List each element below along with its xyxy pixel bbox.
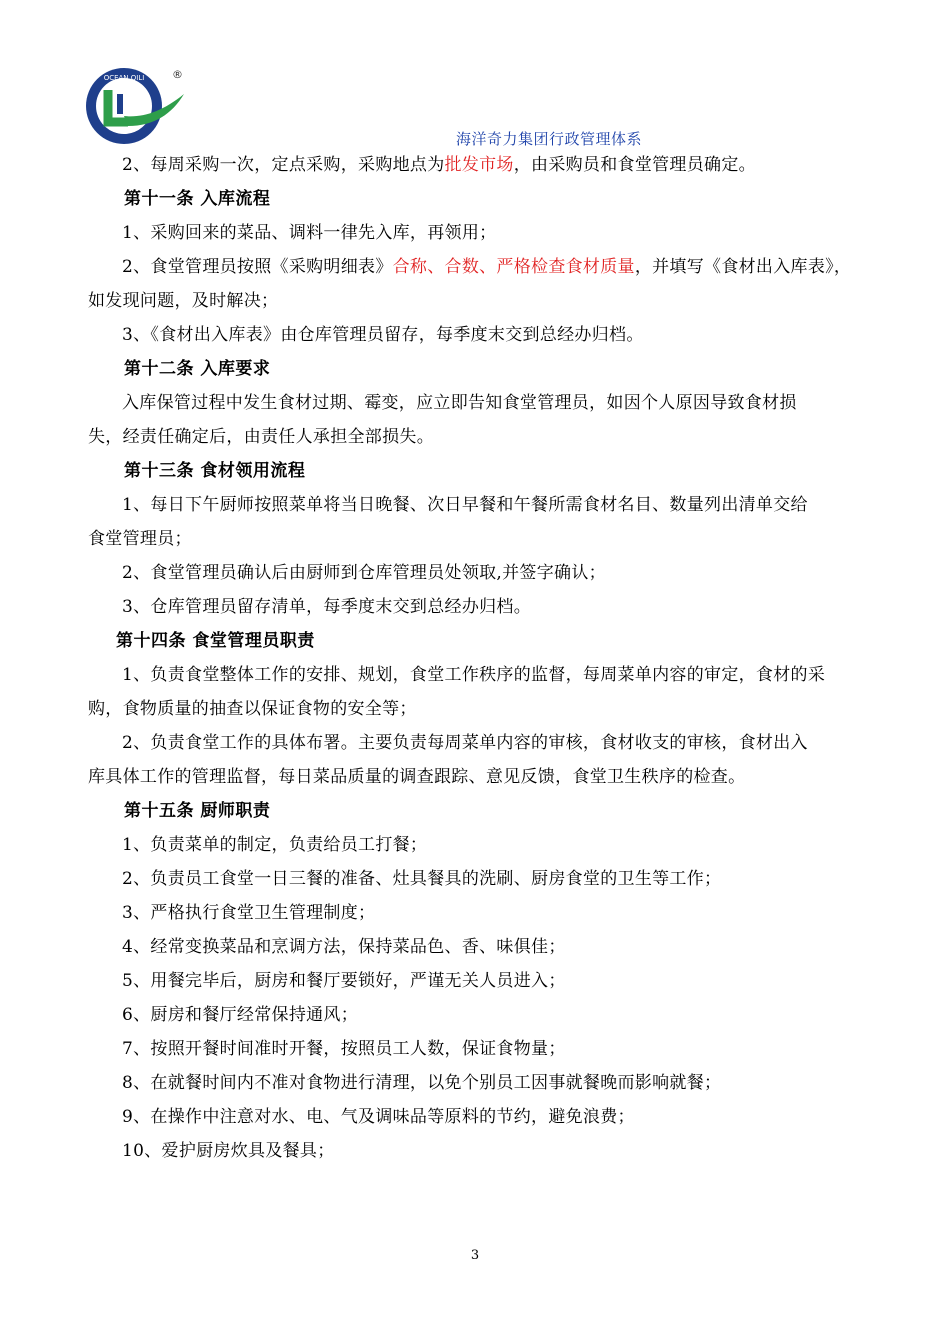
highlight-text: 合称、合数、严格检查食材质量 [392,257,635,277]
paragraph: 3、《食材出入库表》由仓库管理员留存，每季度末交到总经办归档。 [122,325,644,345]
paragraph-continuation: 库具体工作的管理监督，每日菜品质量的调查跟踪、意见反馈，食堂卫生秩序的检查。 [88,767,746,787]
paragraph: 2、食堂管理员按照《采购明细表》合称、合数、严格检查食材质量，并填写《食材出入库表》， [122,257,852,277]
page-number: 3 [470,1248,480,1263]
list-item: 4、经常变换菜品和烹调方法，保持菜品色、香、味俱佳； [122,937,566,957]
svg-text:OCEAN QILI: OCEAN QILI [103,74,145,82]
paragraph: 2、每周采购一次，定点采购，采购地点为批发市场，由采购员和食堂管理员确定。 [122,155,756,175]
list-item: 5、用餐完毕后，厨房和餐厅要锁好，严谨无关人员进入； [122,971,566,991]
list-item: 10、爱护厨房炊具及餐具； [122,1141,335,1161]
section-heading: 第十三条 食材领用流程 [124,461,306,481]
section-heading: 第十四条 食堂管理员职责 [116,631,315,651]
header-title: 海洋奇力集团行政管理体系 [456,130,643,148]
section-heading: 第十五条 厨师职责 [124,801,271,821]
svg-text:®: ® [172,68,183,81]
paragraph: 1、负责食堂整体工作的安排、规划，食堂工作秩序的监督，每周菜单内容的审定，食材的采 [122,665,826,685]
paragraph-continuation: 购，食物质量的抽查以保证食物的安全等； [88,699,417,719]
paragraph-continuation: 食堂管理员； [88,529,192,549]
list-item: 2、负责员工食堂一日三餐的准备、灶具餐具的洗刷、厨房食堂的卫生等工作； [122,869,722,889]
paragraph: 入库保管过程中发生食材过期、霉变，应立即告知食堂管理员，如因个人原因导致食材损 [122,393,797,413]
paragraph: 1、每日下午厨师按照菜单将当日晚餐、次日早餐和午餐所需食材名目、数量列出清单交给 [122,495,808,515]
paragraph: 2、负责食堂工作的具体布署。主要负责每周菜单内容的审核，食材收支的审核，食材出入 [122,733,808,753]
highlight-text: 批发市场 [444,155,514,175]
list-item: 7、按照开餐时间准时开餐，按照员工人数，保证食物量； [122,1039,566,1059]
list-item: 1、负责菜单的制定，负责给员工打餐； [122,835,428,855]
paragraph: 3、仓库管理员留存清单，每季度末交到总经办归档。 [122,597,532,617]
list-item: 6、厨房和餐厅经常保持通风； [122,1005,359,1025]
paragraph-continuation: 失，经责任确定后，由责任人承担全部损失。 [88,427,434,447]
section-heading: 第十二条 入库要求 [124,359,271,379]
section-heading: 第十一条 入库流程 [124,189,271,209]
list-item: 8、在就餐时间内不准对食物进行清理，以免个别员工因事就餐晚而影响就餐； [122,1073,722,1093]
paragraph: 1、采购回来的菜品、调料一律先入库，再领用； [122,223,497,243]
list-item: 3、严格执行食堂卫生管理制度； [122,903,376,923]
paragraph-continuation: 如发现问题，及时解决； [88,291,279,311]
document-body [88,148,868,1168]
company-logo [84,64,194,148]
list-item: 9、在操作中注意对水、电、气及调味品等原料的节约，避免浪费； [122,1107,635,1127]
paragraph: 2、食堂管理员确认后由厨师到仓库管理员处领取,并签字确认； [122,563,606,583]
